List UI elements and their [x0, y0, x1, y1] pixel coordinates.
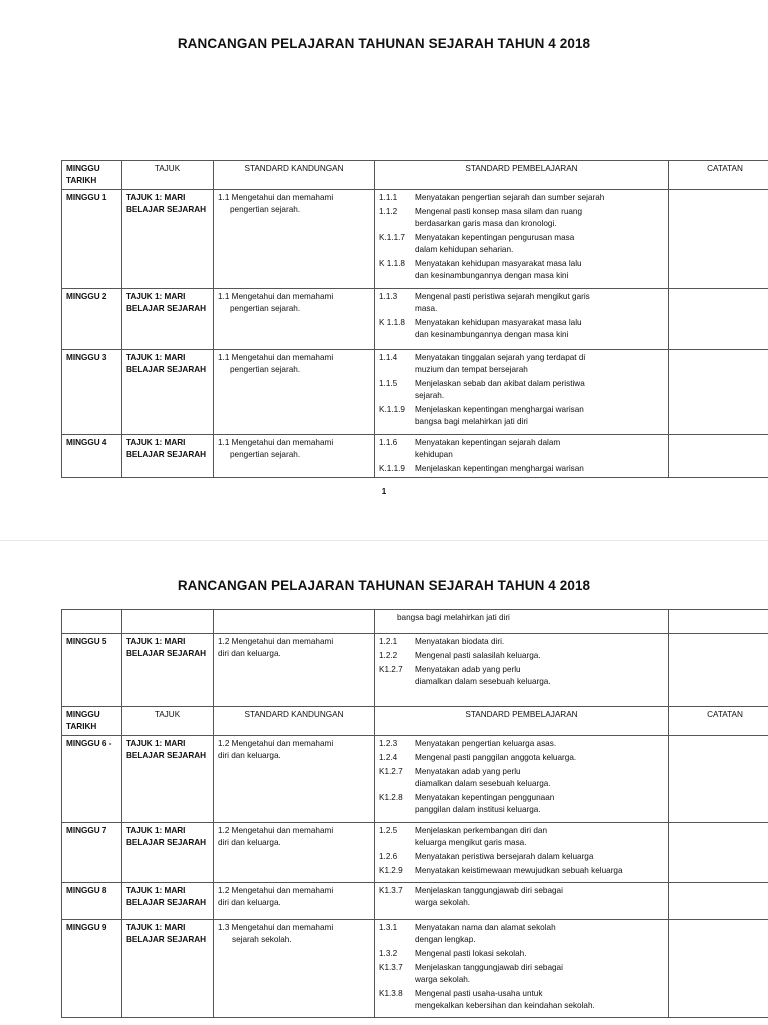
week-row [62, 883, 768, 920]
standard-pembelajaran-item [379, 837, 664, 849]
sp-text: Mengenal pasti peristiwa sejarah mengikut garis [415, 292, 590, 301]
topic-line: TAJUK 1: MARI [126, 825, 209, 837]
week-row [62, 736, 768, 823]
week-label: MINGGU 7 [66, 826, 107, 835]
sp-text: dengan lengkap. [415, 935, 476, 944]
topic-line: TAJUK 1: MARI [126, 192, 209, 204]
sp-code: 1.2.5 [379, 825, 415, 837]
catatan-cell [669, 823, 768, 883]
standard-kandungan-line: 1.1 Mengetahui dan memahami [218, 291, 370, 303]
standard-kandungan-line: 1.3 Mengetahui dan memahami [218, 922, 370, 934]
document-page-2 [0, 540, 768, 1025]
week-label: MINGGU 1 [66, 193, 107, 202]
empty-cell [122, 610, 214, 634]
sp-code: K.1.1.9 [379, 404, 415, 416]
sp-text: Menyatakan nama dan alamat sekolah [415, 923, 556, 932]
standard-pembelajaran-item [379, 962, 664, 974]
standard-pembelajaran-cell [375, 190, 669, 289]
topic-line: BELAJAR SEJARAH [126, 303, 209, 315]
standard-pembelajaran-item [379, 825, 664, 837]
standard-kandungan-line: pengertian sejarah. [218, 364, 370, 376]
sp-code: 1.1.5 [379, 378, 415, 390]
sp-text: dan kesinambungannya dengan masa kini [415, 330, 568, 339]
topic-line: TAJUK 1: MARI [126, 437, 209, 449]
standard-pembelajaran-item [379, 804, 664, 816]
sp-text: Menjelaskan tanggungjawab diri sebagai [415, 886, 563, 895]
standard-kandungan-line: pengertian sejarah. [218, 303, 370, 315]
sp-text: Menjelaskan tanggungjawab diri sebagai [415, 963, 563, 972]
week-label: MINGGU 5 [66, 637, 107, 646]
standard-pembelajaran-item [379, 258, 664, 270]
standard-pembelajaran-item [379, 738, 664, 750]
topic-line: TAJUK 1: MARI [126, 291, 209, 303]
standard-pembelajaran-item [379, 897, 664, 909]
sp-text: Menyatakan pengertian keluarga asas. [415, 739, 556, 748]
plan-table-body [62, 161, 768, 478]
empty-cell [62, 610, 122, 634]
sp-text: sejarah. [415, 391, 444, 400]
sp-text: Menyatakan biodata diri. [415, 637, 504, 646]
standard-pembelajaran-item [379, 851, 664, 863]
week-label: MINGGU 8 [66, 886, 107, 895]
week-cell [62, 823, 122, 883]
standard-pembelajaran-item [379, 416, 664, 428]
header-tajuk: TAJUK [122, 161, 214, 190]
topic-line: TAJUK 1: MARI [126, 636, 209, 648]
catatan-cell [669, 435, 768, 478]
week-label: MINGGU 3 [66, 353, 107, 362]
sp-text: Menyatakan kepentingan pengurusan masa [415, 233, 574, 242]
week-row [62, 435, 768, 478]
standard-pembelajaran-cell [375, 289, 669, 350]
sp-text: Menyatakan adab yang perlu [415, 665, 521, 674]
sp-text: Menyatakan kepentingan penggunaan [415, 793, 554, 802]
standard-pembelajaran-item [379, 303, 664, 315]
sp-code: 1.1.4 [379, 352, 415, 364]
standard-pembelajaran-cell [375, 634, 669, 707]
sp-code: 1.1.2 [379, 206, 415, 218]
header-minggu-tarikh [62, 707, 122, 736]
sp-text: Menjelaskan perkembangan diri dan [415, 826, 547, 835]
standard-kandungan-line: 1.2 Mengetahui dan memahami [218, 885, 370, 897]
week-row [62, 634, 768, 707]
standard-pembelajaran-item [379, 218, 664, 230]
week-row [62, 190, 768, 289]
sp-text: kehidupan [415, 450, 453, 459]
week-label: MINGGU 9 [66, 923, 107, 932]
sp-text: warga sekolah. [415, 975, 470, 984]
topic-line: BELAJAR SEJARAH [126, 449, 209, 461]
standard-kandungan-cell [214, 736, 375, 823]
topic-line: BELAJAR SEJARAH [126, 364, 209, 376]
standard-kandungan-line: diri dan keluarga. [218, 648, 370, 660]
sp-code: 1.1.1 [379, 192, 415, 204]
standard-pembelajaran-item [379, 291, 664, 303]
sp-text: Menjelaskan kepentingan menghargai warisan [415, 405, 584, 414]
header-minggu-tarikh [62, 161, 122, 190]
standard-kandungan-cell [214, 634, 375, 707]
header-standard-kandungan: STANDARD KANDUNGAN [214, 707, 375, 736]
catatan-cell [669, 190, 768, 289]
topic-cell [122, 435, 214, 478]
standard-pembelajaran-item [379, 404, 664, 416]
topic-cell [122, 289, 214, 350]
standard-pembelajaran-item [379, 948, 664, 960]
header-standard-pembelajaran: STANDARD PEMBELAJARAN [375, 161, 669, 190]
standard-kandungan-line: 1.2 Mengetahui dan memahami [218, 738, 370, 750]
standard-kandungan-cell [214, 920, 375, 1018]
catatan-cell [669, 920, 768, 1018]
topic-line: BELAJAR SEJARAH [126, 837, 209, 849]
standard-kandungan-cell [214, 190, 375, 289]
continuation-text: bangsa bagi melahirkan jati diri [375, 610, 669, 634]
standard-kandungan-cell [214, 823, 375, 883]
sp-text: Mengenal pasti lokasi sekolah. [415, 949, 527, 958]
standard-kandungan-line: 1.2 Mengetahui dan memahami [218, 636, 370, 648]
plan-table-page-1 [61, 160, 768, 478]
standard-pembelajaran-item [379, 317, 664, 329]
page-title: RANCANGAN PELAJARAN TAHUNAN SEJARAH TAHUN 4 2018 [0, 578, 768, 593]
standard-pembelajaran-item [379, 988, 664, 1000]
continuation-row [62, 610, 768, 634]
standard-pembelajaran-item [379, 364, 664, 376]
catatan-cell [669, 610, 768, 634]
sp-text: Menyatakan kehidupan masyarakat masa lalu [415, 259, 582, 268]
sp-code: 1.1.3 [379, 291, 415, 303]
header-catatan: CATATAN [669, 707, 768, 736]
topic-line: BELAJAR SEJARAH [126, 750, 209, 762]
header-tarikh: TARIKH [66, 721, 117, 733]
week-cell [62, 289, 122, 350]
topic-cell [122, 883, 214, 920]
sp-code: 1.3.1 [379, 922, 415, 934]
standard-pembelajaran-item [379, 1000, 664, 1012]
table-header-row [62, 707, 768, 736]
week-row [62, 289, 768, 350]
header-standard-kandungan: STANDARD KANDUNGAN [214, 161, 375, 190]
sp-text: dan kesinambungannya dengan masa kini [415, 271, 568, 280]
sp-code: 1.3.2 [379, 948, 415, 960]
sp-code: K1.3.7 [379, 962, 415, 974]
standard-kandungan-line: diri dan keluarga. [218, 897, 370, 909]
standard-pembelajaran-item [379, 922, 664, 934]
standard-kandungan-line: pengertian sejarah. [218, 449, 370, 461]
standard-pembelajaran-item [379, 934, 664, 946]
standard-pembelajaran-item [379, 650, 664, 662]
sp-text: Menyatakan pengertian sejarah dan sumber sejarah [415, 193, 604, 202]
topic-line: BELAJAR SEJARAH [126, 934, 209, 946]
standard-pembelajaran-item [379, 885, 664, 897]
sp-text: Mengenal pasti panggilan anggota keluarga. [415, 753, 576, 762]
standard-pembelajaran-item [379, 378, 664, 390]
standard-pembelajaran-item [379, 390, 664, 402]
sp-text: Menjelaskan kepentingan menghargai warisan [415, 464, 584, 473]
topic-cell [122, 823, 214, 883]
standard-pembelajaran-cell [375, 736, 669, 823]
sp-text: keluarga mengikut garis masa. [415, 838, 527, 847]
plan-table-body [62, 610, 768, 1018]
week-row [62, 823, 768, 883]
catatan-cell [669, 883, 768, 920]
sp-text: panggilan dalam institusi keluarga. [415, 805, 541, 814]
standard-pembelajaran-item [379, 206, 664, 218]
catatan-cell [669, 289, 768, 350]
standard-pembelajaran-item [379, 192, 664, 204]
sp-text: diamalkan dalam sesebuah keluarga. [415, 677, 551, 686]
standard-kandungan-cell [214, 350, 375, 435]
sp-code: K1.2.9 [379, 865, 415, 877]
topic-line: TAJUK 1: MARI [126, 352, 209, 364]
standard-pembelajaran-item [379, 676, 664, 688]
standard-kandungan-line: 1.1 Mengetahui dan memahami [218, 352, 370, 364]
standard-kandungan-line: 1.2 Mengetahui dan memahami [218, 825, 370, 837]
sp-code: K1.3.7 [379, 885, 415, 897]
topic-cell [122, 634, 214, 707]
header-standard-pembelajaran: STANDARD PEMBELAJARAN [375, 707, 669, 736]
standard-pembelajaran-cell [375, 823, 669, 883]
week-label: MINGGU 4 [66, 438, 107, 447]
sp-code: 1.2.2 [379, 650, 415, 662]
topic-cell [122, 920, 214, 1018]
week-row [62, 920, 768, 1018]
standard-kandungan-cell [214, 435, 375, 478]
standard-pembelajaran-cell [375, 883, 669, 920]
standard-pembelajaran-item [379, 463, 664, 475]
topic-line: BELAJAR SEJARAH [126, 897, 209, 909]
header-minggu: MINGGU [66, 709, 117, 721]
standard-kandungan-line: sejarah sekolah. [218, 934, 370, 946]
catatan-cell [669, 350, 768, 435]
standard-pembelajaran-item [379, 792, 664, 804]
sp-text: muzium dan tempat bersejarah [415, 365, 528, 374]
standard-pembelajaran-item [379, 636, 664, 648]
standard-pembelajaran-item [379, 664, 664, 676]
standard-pembelajaran-item [379, 352, 664, 364]
header-catatan: CATATAN [669, 161, 768, 190]
page-number: 1 [0, 487, 768, 496]
catatan-cell [669, 634, 768, 707]
topic-cell [122, 190, 214, 289]
sp-text: Menyatakan kepentingan sejarah dalam [415, 438, 560, 447]
sp-text: Menyatakan adab yang perlu [415, 767, 521, 776]
topic-line: TAJUK 1: MARI [126, 922, 209, 934]
sp-text: berdasarkan garis masa dan kronologi. [415, 219, 557, 228]
catatan-cell [669, 736, 768, 823]
standard-kandungan-line: diri dan keluarga. [218, 837, 370, 849]
sp-code: 1.2.4 [379, 752, 415, 764]
standard-kandungan-cell [214, 883, 375, 920]
topic-line: BELAJAR SEJARAH [126, 648, 209, 660]
standard-pembelajaran-item [379, 437, 664, 449]
sp-text: Menjelaskan sebab dan akibat dalam peristiwa [415, 379, 585, 388]
sp-text: Mengenal pasti konsep masa silam dan ruang [415, 207, 582, 216]
standard-pembelajaran-item [379, 449, 664, 461]
standard-pembelajaran-cell [375, 435, 669, 478]
sp-text: Mengenal pasti usaha-usaha untuk [415, 989, 542, 998]
standard-kandungan-line: pengertian sejarah. [218, 204, 370, 216]
topic-line: BELAJAR SEJARAH [126, 204, 209, 216]
week-cell [62, 883, 122, 920]
standard-pembelajaran-item [379, 232, 664, 244]
sp-text: Menyatakan kehidupan masyarakat masa lalu [415, 318, 582, 327]
sp-code: K.1.1.7 [379, 232, 415, 244]
sp-text: Menyatakan tinggalan sejarah yang terdapat di [415, 353, 585, 362]
page-title: RANCANGAN PELAJARAN TAHUNAN SEJARAH TAHUN 4 2018 [0, 36, 768, 51]
standard-kandungan-line: diri dan keluarga. [218, 750, 370, 762]
standard-pembelajaran-item [379, 766, 664, 778]
empty-cell [214, 610, 375, 634]
week-cell [62, 634, 122, 707]
sp-code: K1.2.7 [379, 766, 415, 778]
sp-code: K.1.1.9 [379, 463, 415, 475]
sp-text: diamalkan dalam sesebuah keluarga. [415, 779, 551, 788]
standard-kandungan-cell [214, 289, 375, 350]
week-label: MINGGU 2 [66, 292, 107, 301]
sp-text: Menyatakan keistimewaan mewujudkan sebuah keluarga [415, 866, 623, 875]
header-tajuk: TAJUK [122, 707, 214, 736]
sp-text: mengekalkan kebersihan dan keindahan sekolah. [415, 1001, 595, 1010]
header-minggu: MINGGU [66, 163, 117, 175]
week-label: MINGGU 6 - [66, 739, 112, 748]
sp-text: masa. [415, 304, 437, 313]
week-cell [62, 435, 122, 478]
sp-code: K 1.1.8 [379, 258, 415, 270]
standard-pembelajaran-cell [375, 920, 669, 1018]
standard-pembelajaran-item [379, 778, 664, 790]
standard-pembelajaran-item [379, 270, 664, 282]
standard-pembelajaran-item [379, 752, 664, 764]
sp-text: warga sekolah. [415, 898, 470, 907]
topic-line: TAJUK 1: MARI [126, 885, 209, 897]
week-cell [62, 350, 122, 435]
sp-code: K1.2.8 [379, 792, 415, 804]
week-row [62, 350, 768, 435]
week-cell [62, 920, 122, 1018]
topic-cell [122, 350, 214, 435]
sp-text: bangsa bagi melahirkan jati diri [415, 417, 528, 426]
header-tarikh: TARIKH [66, 175, 117, 187]
week-cell [62, 190, 122, 289]
sp-code: 1.2.1 [379, 636, 415, 648]
sp-code: 1.2.3 [379, 738, 415, 750]
sp-text: Menyatakan peristiwa bersejarah dalam keluarga [415, 852, 593, 861]
sp-code: 1.1.6 [379, 437, 415, 449]
sp-text: Mengenal pasti salasilah keluarga. [415, 651, 541, 660]
topic-cell [122, 736, 214, 823]
sp-code: K1.3.8 [379, 988, 415, 1000]
plan-table-page-2 [61, 609, 768, 1018]
sp-code: 1.2.6 [379, 851, 415, 863]
sp-code: K1.2.7 [379, 664, 415, 676]
standard-pembelajaran-item [379, 244, 664, 256]
topic-line: TAJUK 1: MARI [126, 738, 209, 750]
sp-code: K 1.1.8 [379, 317, 415, 329]
week-cell [62, 736, 122, 823]
table-header-row [62, 161, 768, 190]
standard-pembelajaran-cell [375, 350, 669, 435]
standard-kandungan-line: 1.1 Mengetahui dan memahami [218, 437, 370, 449]
standard-kandungan-line: 1.1 Mengetahui dan memahami [218, 192, 370, 204]
standard-pembelajaran-item [379, 865, 664, 877]
standard-pembelajaran-item [379, 329, 664, 341]
sp-text: dalam kehidupan seharian. [415, 245, 513, 254]
standard-pembelajaran-item [379, 974, 664, 986]
